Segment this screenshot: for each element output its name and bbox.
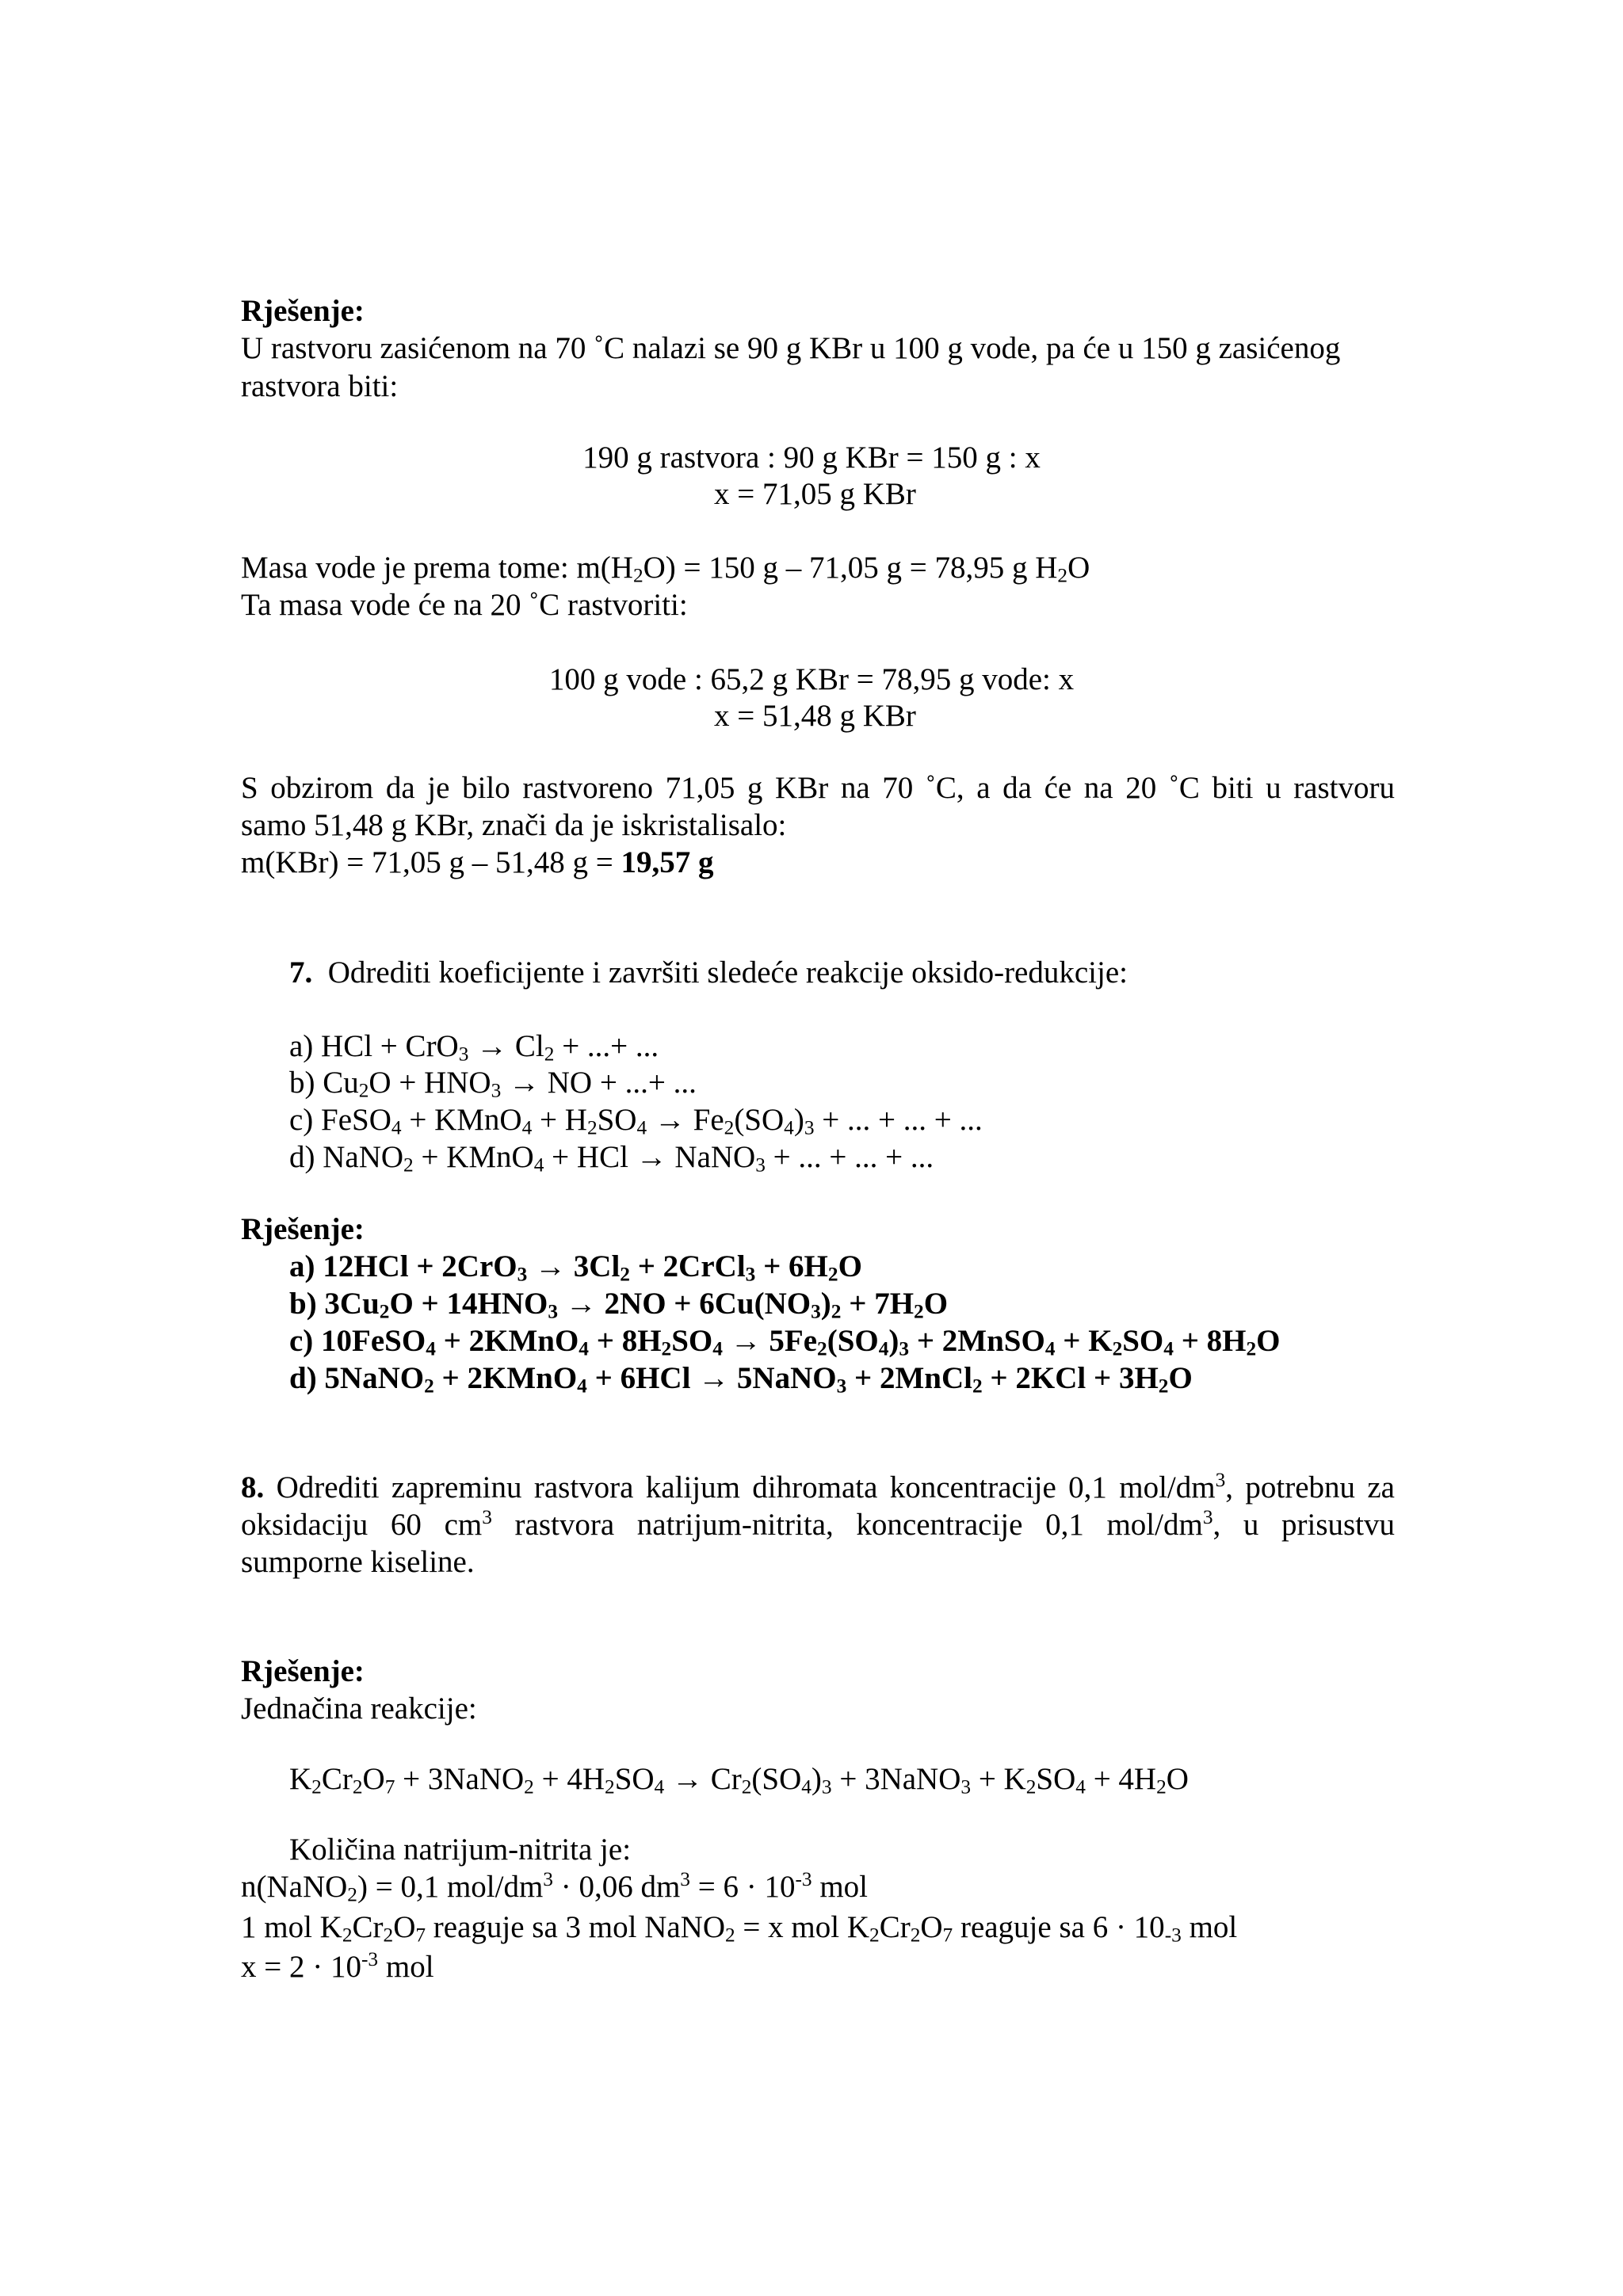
final-answer: 19,57 g <box>621 845 714 879</box>
text-line: samo 51,48 g KBr, znači da je iskristalisalo: <box>241 808 787 842</box>
solution-heading-3: Rješenje: <box>241 1654 365 1688</box>
answer-line: d) 5NaNO$_2$ + 2KMnO$_4$ + 6HCl → 5NaNO$_3$ + 2MnCl$_2$ + $2KCl + 3H_2O$ <box>289 1361 1193 1398</box>
reaction-line: a) HCl + $CrO_3 \to Cl_2$ + ...+ ... <box>289 1029 659 1066</box>
reaction-equation: $K_2Cr_2O_7$ + 3NaNO$_2$ + $4H_2SO_4 \to Cr_2(SO_4)_3$ + 3NaNO$_3$ + $K_2SO_4 + 4H_2O$ <box>289 1762 1189 1798</box>
reaction-line: c) FeSO$_4$ + KMnO$_4$ + $H_2SO_4 \to Fe_2(SO_4)_3$ + ... + ... + ... <box>289 1103 983 1139</box>
text-line: Ta masa vode će na 20 ˚C rastvoriti: <box>241 588 688 622</box>
question-8-line: 8. Odrediti zapreminu rastvora kalijum dihromata koncentracije 0,1 mol/$dm^3$, potrebnu za <box>241 1469 1395 1505</box>
proportion-line: 100 g vode : 65,2 g KBr = 78,95 g vode: x <box>548 662 1075 696</box>
answer-line: c) 10FeSO$_4$ + 2KMnO$_4$ + $8H_2SO_4 \to 5Fe_2(SO_4)_3$ + 2MnSO$_4$ + $K_2SO_4 + 8H_2O$ <box>289 1324 1281 1360</box>
text-line: rastvora biti: <box>241 369 399 403</box>
text-line: Jednačina reakcije: <box>241 1691 477 1726</box>
text-line: Količina natrijum-nitrita je: <box>289 1833 632 1867</box>
calc-line: 1 mol $K_2Cr_2O_7$ reaguje sa 3 mol NaNO$_2$ = x mol $K_2Cr_2O_7$ reaguje sa $6 \cdot 10_{-3}$ mol <box>241 1910 1238 1947</box>
calc-line: n(NaNO$_2$) = 0,1 mol/$dm^3 \cdot 0,06$ $dm^3 = 6 \cdot 10^{-3}$ mol <box>241 1868 868 1906</box>
reaction-line: d) NaNO$_2$ + KMnO$_4$ + HCl → NaNO$_3$ + ... + ... + ... <box>289 1140 934 1177</box>
reaction-line: b) $Cu_2O + HNO_3$ → NO + ...+ ... <box>289 1066 697 1102</box>
text-line: S obzirom da je bilo rastvoreno 71,05 g KBr na 70 ˚C, a da će na 20 ˚C biti u rastvoru <box>241 771 1395 805</box>
solution-heading-1: Rješenje: <box>241 294 365 328</box>
question-7: 7. Odrediti koeficijente i završiti sledeće reakcije oksido-redukcije: <box>289 955 1128 990</box>
answer-line: b) $3Cu_2O + 14HNO_3 \to 2NO + 6Cu(NO_3)_2 + 7H_2O$ <box>289 1287 949 1323</box>
water-mass-line: Masa vode je prema tome: $m(H_2O) = 150$ g – 71,05 g = 78,95 g $H_2O$ <box>241 551 1090 587</box>
result-line: m(KBr) = 71,05 g – 51,48 g = 19,57 g <box>241 845 714 879</box>
answer-line: a) $12HCl + 2CrO_3 \to 3Cl_2$ + 2CrCl$_3$ + $6H_2O$ <box>289 1249 862 1286</box>
question-8-line: sumporne kiseline. <box>241 1545 475 1579</box>
result-line: x = 51,48 g KBr <box>714 699 916 733</box>
question-8-line: oksidaciju 60 $cm^3$ rastvora natrijum-nitrita, koncentracije 0,1 mol/$dm^3$, u prisustvu <box>241 1506 1396 1542</box>
solution-heading-2: Rješenje: <box>241 1212 365 1246</box>
result-line: x = 71,05 g KBr <box>714 477 916 511</box>
proportion-line: 190 g rastvora : 90 g KBr = 150 g : x <box>582 441 1041 475</box>
calc-line: $x = 2 \cdot 10^{-3}$ mol <box>241 1948 434 1984</box>
text-line: U rastvoru zasićenom na 70 ˚C nalazi se 90 g KBr u 100 g vode, pa će u 150 g zasićenog <box>241 331 1341 365</box>
